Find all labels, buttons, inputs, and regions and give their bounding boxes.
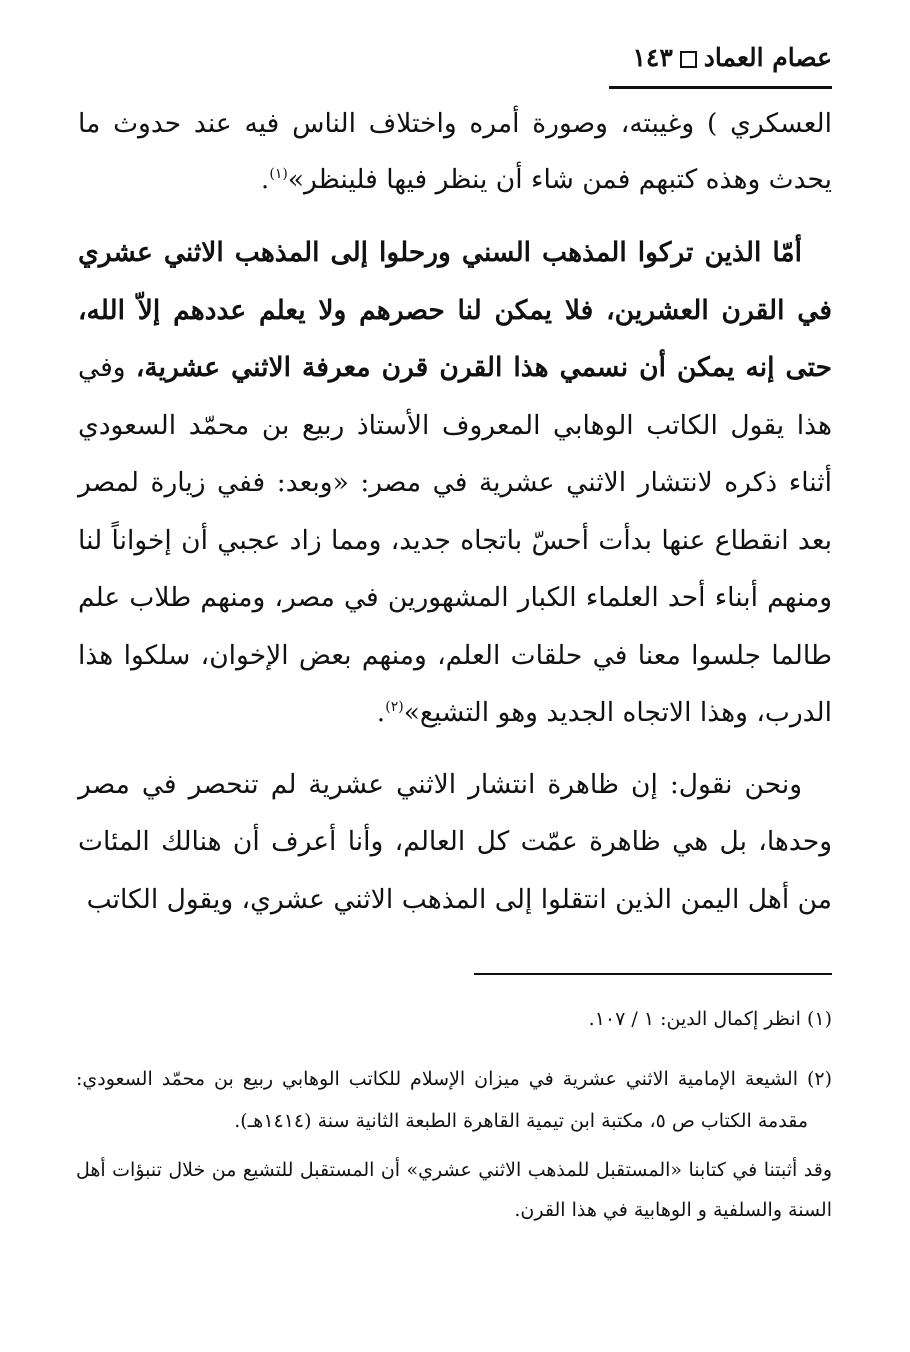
footnote-note: وقد أثبتنا في كتابنا «المستقبل للمذهب الاثني عشري» أن المستقبل للتشيع من خلال تنبؤات أهل السنة والسلفية و الوهابية في هذا القرن.: [76, 1159, 832, 1221]
paragraph-3: [78, 756, 832, 929]
paragraph-2-bold-text: أمّا الذين تركوا المذهب السني ورحلوا إلى المذهب الاثني عشري في القرن العشرين، فلا يمكن لنا حصرهم ولا يعلم عددهم إلاّ الله، حتى إنه يمكن أن نسمي هذا القرن قرن معرفة الاثني عشرية،: [78, 237, 832, 383]
book-title: عصام العماد: [703, 43, 832, 72]
footnote-1: (١) انظر إكمال الدين: ١ / ١٠٧.: [588, 1008, 832, 1030]
paragraph-1-text: العسكري ) وغيبته، وصورة أمره واختلاف الناس فيه عند حدوث ما يحدث وهذه كتبهم فمن شاء أن ينظر فيها فلينظر»: [78, 108, 832, 195]
footnote-separator: [474, 973, 832, 975]
paragraph-2-end: .: [376, 697, 386, 728]
footnotes: [76, 998, 832, 1238]
running-header: [472, 38, 832, 78]
main-text: [78, 96, 832, 942]
paragraph-3-text: ونحن نقول: إن ظاهرة انتشار الاثني عشرية لم تنحصر في مصر وحدها، بل هي ظاهرة عمّت كل العالم، وأنا أعرف أن هنالك المئات من أهل اليمن الذين انتقلوا إلى المذهب الاثني عشري، ويقول الكاتب: [78, 768, 832, 915]
footnote-ref-1: (١): [269, 166, 288, 183]
square-ornament-icon: [680, 51, 697, 68]
page-number: ١٤٣: [632, 43, 673, 72]
footnote-ref-2: (٢): [385, 699, 404, 716]
footnote-2: (٢) الشيعة الإمامية الاثني عشرية في ميزان الإسلام للكاتب الوهابي ربيع بن محمّد السعودي: مقدمة الكتاب ص ٥، مكتبة ابن تيمية القاهرة الطبعة الثانية سنة (١٤١٤هـ).: [76, 1068, 832, 1132]
header-rule: [609, 86, 832, 89]
paragraph-2: [78, 224, 832, 742]
paragraph-1: [78, 96, 832, 208]
paragraph-2-text: وفي هذا يقول الكاتب الوهابي المعروف الأستاذ ربيع بن محمّد السعودي أثناء ذكره لانتشار الاثني عشرية في مصر: «وبعد: ففي زيارة لمصر بعد انقطاع عنها بدأت أحسّ باتجاه جديد، ومما زاد عجبي أن إخواناً لنا ومنهم أبناء أحد العلماء الكبار المشهورين في مصر، ومنهم طلاب علم طالما جلسوا معنا في حلقات العلم، ومنهم بعض الإخوان، سلكوا هذا الدرب، وهذا الاتجاه الجديد وهو التشيع»: [78, 352, 832, 728]
paragraph-1-end: .: [260, 164, 270, 195]
